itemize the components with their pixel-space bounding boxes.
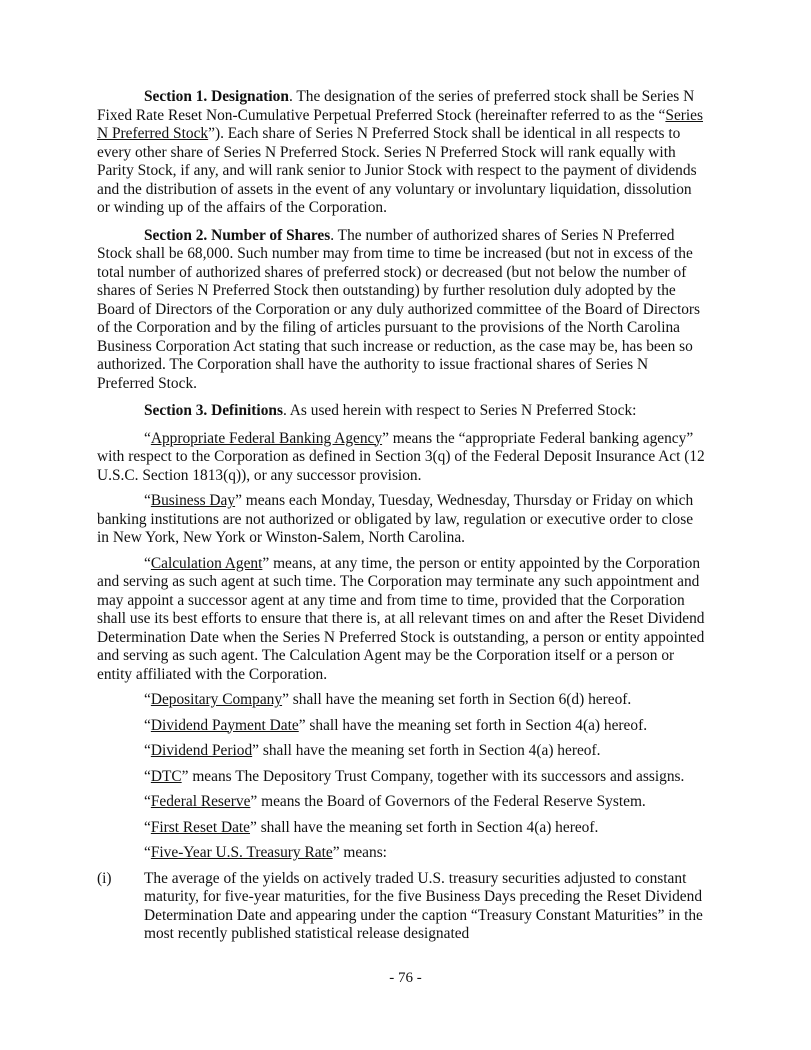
defined-term: Five-Year U.S. Treasury Rate <box>150 844 333 861</box>
definition-text: ” shall have the meaning set forth in Section 6(d) hereof. <box>282 691 632 708</box>
section-heading: Section 1. Designation <box>144 88 289 105</box>
section-1-paragraph <box>97 88 705 218</box>
open-quote: “ <box>144 716 151 734</box>
defined-term: DTC <box>150 767 182 785</box>
definition-text: ” shall have the meaning set forth in Section 4(a) hereof. <box>250 818 599 836</box>
open-quote: “ <box>144 554 151 572</box>
defined-term: Calculation Agent <box>150 554 263 572</box>
definition-text: ” means the “appropriate Federal banking agency” with respect to the Corporation as defined in Section 3(q) of the Federal Deposit Insurance Act (12 U.S.C. Section 1813(q)), or any successor provision. <box>97 429 705 484</box>
definition-paragraph <box>97 819 705 838</box>
item-label: (i) <box>97 869 112 887</box>
section-3-paragraph <box>97 402 705 421</box>
definition-paragraph <box>97 717 705 736</box>
open-quote: “ <box>144 844 151 861</box>
definition-text: ” shall have the meaning set forth in Section 4(a) hereof. <box>298 716 648 734</box>
definition-paragraph <box>97 768 705 787</box>
open-quote: “ <box>144 767 151 785</box>
open-quote: “ <box>144 492 151 509</box>
defined-term: Depositary Company <box>150 691 283 708</box>
defined-term: Business Day <box>150 492 236 509</box>
defined-term: Series N Preferred Stock <box>97 106 704 142</box>
section-heading: Section 3. Definitions <box>144 402 283 419</box>
list-item-i <box>97 870 705 944</box>
open-quote: “ <box>144 818 151 836</box>
body-text: . The designation of the series of preferred stock shall be Series N Fixed Rate Reset Non-Cumulative Perpetual Preferred Stock (hereinafter referred to as the “ <box>97 88 695 124</box>
body-text: . The number of authorized shares of Series N Preferred Stock shall be 68,000. Such number may from time to time be increased (but not in excess of the total number of authorized shares of preferred stock) or decreased (but not below the number of shares of Series N Preferred Stock then outstanding) by further resolution duly adopted by the Board of Directors of the Corporation or any duly authorized committee of the Board of Directors of the Corporation and by the filing of articles pursuant to the provisions of the North Carolina Business Corporation Act stating that such increase or reduction, as the case may be, has been so authorized. The Corporation shall have the authority to issue fractional shares of Series N Preferred Stock. <box>97 226 701 392</box>
definition-paragraph <box>97 492 705 548</box>
definition-text: ” means each Monday, Tuesday, Wednesday, Thursday or Friday on which banking institutions are not authorized or obligated by law, regulation or executive order to close in New York, New York or Winston-Salem, North Carolina. <box>97 492 694 546</box>
defined-term: Appropriate Federal Banking Agency <box>150 429 383 447</box>
definition-text: ” shall have the meaning set forth in Section 4(a) hereof. <box>252 742 601 759</box>
section-heading: Section 2. Number of Shares <box>144 226 331 244</box>
definition-text: ” means, at any time, the person or entity appointed by the Corporation and serving as such agent at such time. The Corporation may terminate any such appointment and may appoint a successor agent at any time and from time to time, provided that the Corporation shall use its best efforts to ensure that there is, at all relevant times on and after the Reset Dividend Determination Date when the Series N Preferred Stock is outstanding, a person or entity appointed and serving as such agent. The Calculation Agent may be the Corporation itself or a person or entity affiliated with the Corporation. <box>97 554 705 683</box>
definitions-list <box>97 430 705 863</box>
body-text: . As used herein with respect to Series N Preferred Stock: <box>282 402 637 419</box>
open-quote: “ <box>144 691 151 708</box>
definition-text: ” means the Board of Governors of the Federal Reserve System. <box>250 793 646 810</box>
definition-paragraph <box>97 430 705 486</box>
open-quote: “ <box>144 793 151 810</box>
definition-paragraph <box>97 691 705 710</box>
open-quote: “ <box>144 429 151 447</box>
definition-paragraph <box>97 742 705 761</box>
open-quote: “ <box>144 742 151 759</box>
definition-text: ” means The Depository Trust Company, together with its successors and assigns. <box>181 767 685 785</box>
page-number: - 76 - <box>389 970 422 986</box>
defined-term: Dividend Payment Date <box>150 716 299 734</box>
defined-term: Dividend Period <box>150 742 253 759</box>
definition-paragraph <box>97 555 705 685</box>
document-page <box>97 88 705 944</box>
definition-paragraph <box>97 793 705 812</box>
section-2-paragraph <box>97 227 705 394</box>
defined-term: First Reset Date <box>150 818 251 836</box>
body-text: ”). Each share of Series N Preferred Stock shall be identical in all respects to every other share of Series N Preferred Stock. Series N Preferred Stock will rank equally with Parity Stock, if any, and will rank senior to Junior Stock with respect to the payment of dividends and the distribution of assets in the event of any voluntary or involuntary liquidation, dissolution or winding up of the affairs of the Corporation. <box>97 125 697 216</box>
defined-term: Federal Reserve <box>150 793 251 810</box>
item-text: The average of the yields on actively traded U.S. treasury securities adjusted to constant maturity, for five-year maturities, for the five Business Days preceding the Reset Dividend Determination Date and appearing under the caption “Treasury Constant Maturities” in the most recently published statistical release designated <box>144 869 703 942</box>
definition-paragraph <box>97 844 705 863</box>
definition-text: ” means: <box>332 844 387 861</box>
